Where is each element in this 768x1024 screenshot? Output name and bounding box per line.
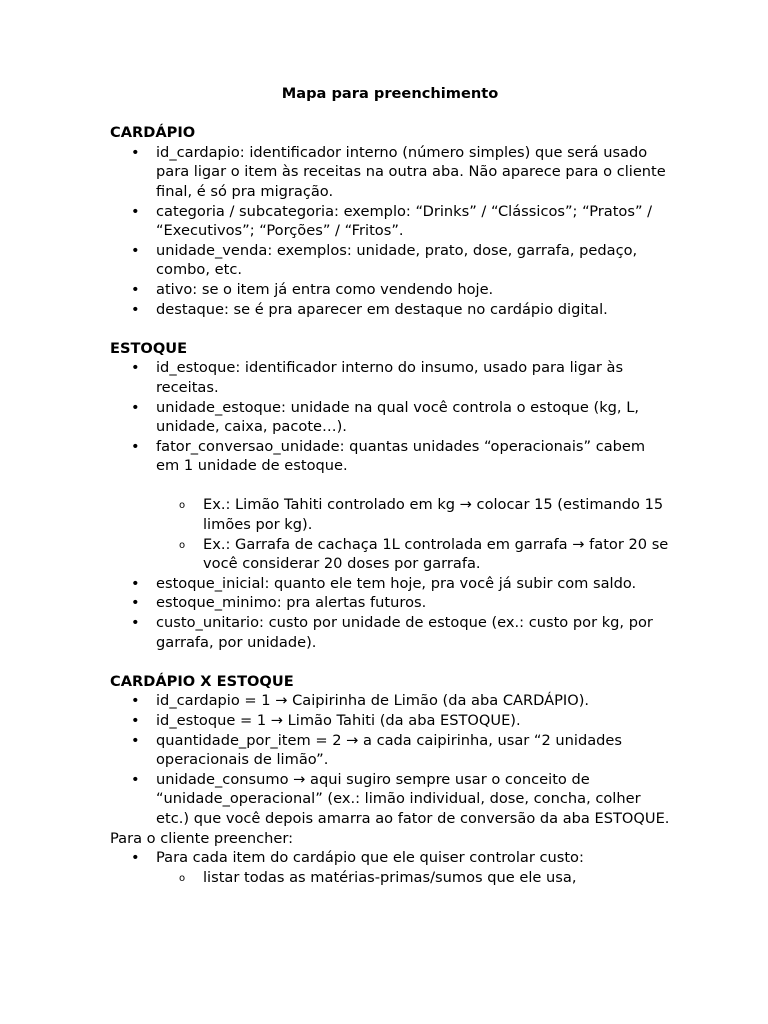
list-item: • id_estoque: identificador interno do insumo, usado para ligar às receitas.	[110, 358, 670, 397]
estoque-examples-list	[110, 495, 670, 573]
section-heading-cardapio: CARDÁPIO	[110, 124, 196, 142]
list-item: • destaque: se é pra aparecer em destaque no cardápio digital.	[110, 300, 670, 320]
list-item: o Ex.: Limão Tahiti controlado em kg → colocar 15 (estimando 15 limões por kg).	[110, 495, 670, 534]
list-item: • estoque_inicial: quanto ele tem hoje, pra você já subir com saldo.	[110, 574, 670, 594]
cardapio-estoque-list	[110, 691, 670, 828]
list-item: • unidade_consumo → aqui sugiro sempre usar o conceito de “unidade_operacional” (ex.: limão individual, dose, concha, colher etc.) que você depois amarra ao fator de conversão da aba ESTOQUE.	[110, 770, 670, 829]
list-item: o Ex.: Garrafa de cachaça 1L controlada em garrafa → fator 20 se você considerar 20 doses por garrafa.	[110, 535, 670, 574]
cliente-sublist	[110, 868, 670, 888]
list-item: • fator_conversao_unidade: quantas unidades “operacionais” cabem em 1 unidade de estoque.	[110, 437, 670, 476]
list-item: • ativo: se o item já entra como vendendo hoje.	[110, 280, 670, 300]
list-item	[110, 848, 670, 887]
document-title: Mapa para preenchimento	[281, 85, 499, 102]
list-item: • id_estoque = 1 → Limão Tahiti (da aba ESTOQUE).	[110, 711, 670, 731]
estoque-list	[110, 358, 670, 476]
estoque-list-continued	[110, 574, 670, 652]
section-heading-cardapio-x-estoque: CARDÁPIO X ESTOQUE	[110, 672, 294, 690]
list-item: • estoque_minimo: pra alertas futuros.	[110, 593, 670, 613]
list-item: • unidade_venda: exemplos: unidade, prato, dose, garrafa, pedaço, combo, etc.	[110, 241, 670, 280]
list-item: o listar todas as matérias-primas/sumos que ele usa,	[110, 868, 670, 888]
list-item: • unidade_estoque: unidade na qual você controla o estoque (kg, L, unidade, caixa, pacote…).	[110, 398, 670, 437]
section-heading-estoque: ESTOQUE	[110, 339, 188, 357]
cliente-list	[110, 848, 670, 887]
list-item: • id_cardapio = 1 → Caipirinha de Limão (da aba CARDÁPIO).	[110, 691, 670, 711]
list-item: • categoria / subcategoria: exemplo: “Drinks” / “Clássicos”; “Pratos” / “Executivos”; “Porções” / “Fritos”.	[110, 202, 670, 241]
list-item: • quantidade_por_item = 2 → a cada caipirinha, usar “2 unidades operacionais de limão”.	[110, 731, 670, 770]
list-item: • id_cardapio: identificador interno (número simples) que será usado para ligar o item às receitas na outra aba. Não aparece para o cliente final, é só pra migração.	[110, 143, 670, 202]
document-body	[110, 84, 670, 887]
list-item-text: Para cada item do cardápio que ele quiser controlar custo:	[156, 849, 584, 867]
cliente-intro: Para o cliente preencher:	[110, 829, 293, 847]
list-item: • custo_unitario: custo por unidade de estoque (ex.: custo por kg, por garrafa, por unidade).	[110, 613, 670, 652]
cardapio-list	[110, 143, 670, 319]
